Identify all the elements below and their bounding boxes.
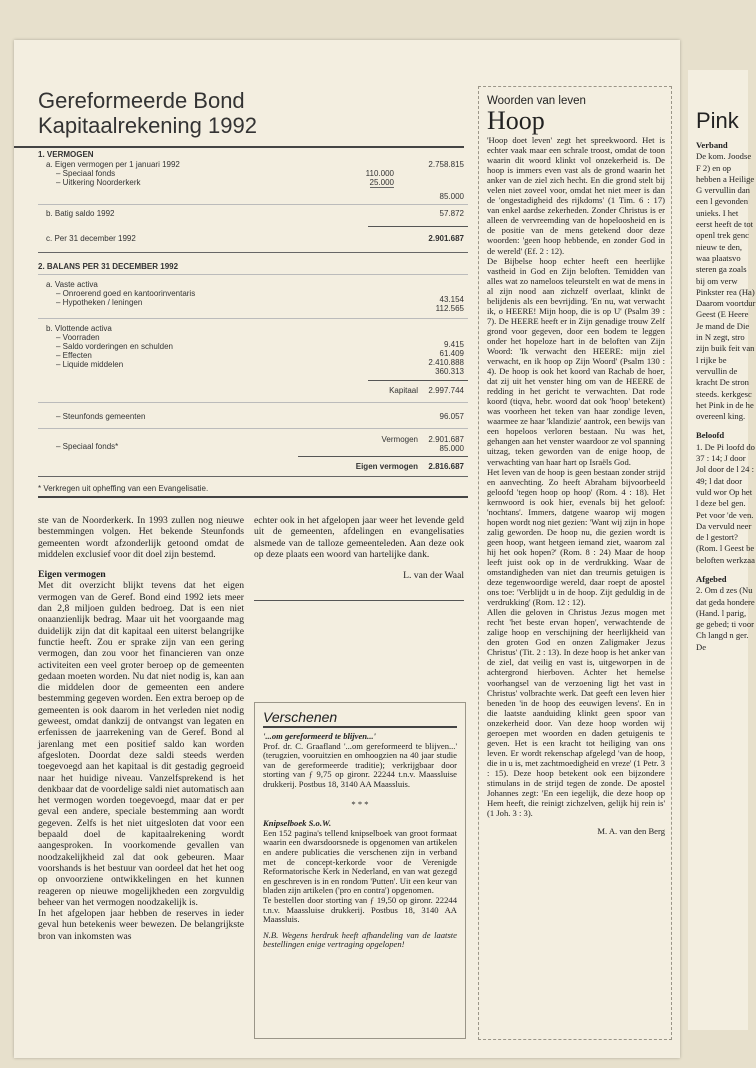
title-line-1: Gereformeerde Bond — [38, 88, 245, 113]
divider — [254, 600, 464, 601]
row-label: – Onroerend goed en kantoorinventaris — [56, 289, 196, 298]
report-title — [38, 88, 478, 138]
article-signature: L. van der Waal — [403, 570, 464, 582]
row-label: a. Eigen vermogen per 1 januari 1992 — [46, 160, 180, 169]
row-label: – Speciaal fonds* — [56, 442, 119, 451]
section-heading: Beloofd — [696, 430, 725, 441]
section-heading: Afgebed — [696, 573, 727, 584]
title-line-2: Kapitaalrekening 1992 — [38, 113, 257, 138]
vermogen-value: 2.901.687 — [428, 435, 464, 444]
article-paragraph: Allen die geloven in Christus Jezus mogen met recht 'het beste ervan hopen', verwachtende de zalige hoop en verschijning der heerlijkheid van den groten God en onzen Zaligmaker Jezus Christus' (Tit. 2 : 13). In deze hoop is het anker van de ziel, dat veilig en vast is, uitgeworpen in de achtergrond hierboven. Achter het hemelse voorhangsel van de verzoening ligt het vast in Christus' volbrachte werk. Dat geeft een leven hier beneden 'in de hoop des eeuwigen levens'. En in die laatste aanduiding klinkt geen spoor van onzekerheid door. Van deze hoop worden wij geroepen met woorden en daden getuigenis te geven. Het is een kracht tot heiliging van ons leven. Er wordt rekenschap afgelegd 'van de hoop, die in u is, met zachtmoedigheid en vreze' (1 Petr. 3 : 15). Deze hoop betekent ook een bijzondere stimulans in de strijd tegen de zonde. De apostel Johannes zegt: 'En een iegelijk, die deze hoop op Hem heeft, die reinigt zichzelven, gelijk hij rein is' (1 Joh. 3 : 3). — [487, 607, 665, 819]
row-value: 25.000 — [369, 178, 394, 187]
article-paragraph: De kom. Joodse F 2) en op hebben a Heilige G vervullin dan een l gevonden unieks. I het eerst heeft de tot openl trek genc nieuw te den, waa plaatsvo steren ga zoals bij om verw Pinkster rea (Ha) Daarom voortdur Geest (E Heere Je mand de Die in N zegt, stro zijn buik feit van l rijke be vervullin de kracht De stron steeds. kerkgesc het Pink in de he overeenl king. — [696, 151, 756, 422]
page-right — [688, 70, 756, 1030]
divider — [38, 274, 468, 275]
row-label: – Steunfonds gemeenten — [56, 412, 146, 421]
divider — [368, 380, 468, 381]
item-text: Prof. dr. C. Graafland '...om gereformeerd te blijven...' (terugzien, vooruitzien en omhoogzien na 40 jaar studie van de gereformeerde traditie); verkrijgbaar door storting van ƒ 9,75 op gironr. 22244 t.n.v. Maassluise drukkerij. Postbus 18, 3140 AA Maassluis. — [263, 740, 457, 789]
divider — [38, 252, 468, 253]
divider — [38, 204, 468, 205]
footnote: * Verkregen uit opheffing van een Evangelisatie. — [38, 484, 209, 493]
kapitaal-label: Kapitaal — [389, 386, 418, 395]
section-heading: Eigen vermogen — [38, 569, 106, 581]
article-paragraph: 2. Om d zes (Nu dat geda hondere (Hand. l parig, ge gebed; ti voor Ch langd n ger. De — [696, 585, 755, 652]
row-label: – Hypotheken / leningen — [56, 298, 143, 307]
vermogen-label: Vermogen — [381, 435, 418, 444]
divider — [368, 226, 468, 227]
article-paragraph: In het afgelopen jaar hebben de reserves in ieder geval hun betekenis weer bewezen. De belangrijkste bron van inkomsten was — [38, 908, 244, 942]
divider — [38, 402, 468, 403]
row-value: 2.410.888 — [428, 358, 464, 367]
note: N.B. Wegens herdruk heeft afhandeling van de laatste bestellingen enige vertraging opgelopen! — [263, 929, 457, 950]
eigen-vermogen-value: 2.816.687 — [428, 462, 464, 471]
row-label: – Saldo vorderingen en schulden — [56, 342, 173, 351]
separator-stars: * * * — [351, 798, 369, 809]
row-label: b. Vlottende activa — [46, 324, 112, 333]
article-column-1 — [38, 515, 244, 942]
kapitaal-value: 2.997.744 — [428, 386, 464, 395]
verschenen-box — [254, 702, 466, 1039]
divider — [38, 496, 468, 498]
row-label: – Speciaal fonds — [56, 169, 116, 178]
row-label: – Liquide middelen — [56, 360, 124, 369]
row-label: a. Vaste activa — [46, 280, 98, 289]
row-value: 57.872 — [439, 209, 464, 218]
row-label: – Effecten — [56, 351, 92, 360]
woorden-body — [487, 135, 665, 836]
item-text: Te bestellen door storting van ƒ 19,50 op gironr. 22244 t.n.v. Maassluise drukkerij. Postbus 18, 3140 AA Maassluis. — [263, 894, 457, 925]
section-2-heading: 2. BALANS PER 31 DECEMBER 1992 — [38, 262, 179, 271]
row-value: 2.901.687 — [428, 234, 464, 243]
row-label: c. Per 31 december 1992 — [46, 234, 136, 243]
eigen-vermogen-label: Eigen vermogen — [355, 462, 418, 471]
article-paragraph: echter ook in het afgelopen jaar weer het levende geld uit de gemeenten, afdelingen en evangelisaties alsmede van de talloze gemeenteleden. Aan deze ook op deze plaats een woord van hartelijke dank. — [254, 515, 464, 560]
next-article-title: Pink — [696, 108, 739, 133]
woorden-kicker: Woorden van leven — [487, 95, 586, 107]
row-value: 96.057 — [439, 412, 464, 421]
item-text: Een 152 pagina's tellend knipselboek van groot formaat waarin een dwarsdoorsnede is opgenomen van artikelen en andere publicaties die verschenen zijn in verband met de concept-kerkorde voor de Verenigde Reformatorische Kerk in Nederland, en van wat gezegd en geschreven is in en rondom 'Putten'. Uit een keur van bladen zijn artikelen ('pro en contra') opgenomen. — [263, 827, 457, 896]
capital-account-table — [38, 150, 468, 500]
section-1-heading: 1. VERMOGEN — [38, 150, 94, 159]
article-paragraph: Het leven van de hoop is geen bestaan zonder strijd en aanvechting. Zo heeft Abraham bijvoorbeeld geloofd 'tegen hoop op hoop' (Rom. 4 : 18). Het kernwoord is ook hier, evenals bij het geloof: 'nochtans'. Immers, datgene waarop wij mogen hopen wordt nog niet gezien: 'Want wij zijn in hope zalig geworden. De hoop nu, die gezien wordt is geen hoop, want hetgeen iemand ziet, waarom zal hij het ook hopen?' (Rom. 8 : 24) Maar de hoop leeft juist ook op in de verdrukking. Waar de omstandigheden van niet dan treurnis getuigen is deze tegenwoordige wereld, daar roept de apostel ons toe: 'Verblijdt u in de hoop. Zijt geduldig in de verdrukking' (Rom. 12 : 12). — [487, 466, 665, 608]
row-label: – Voorraden — [56, 333, 100, 342]
item-title: '...om gereformeerd te blijven...' — [263, 731, 376, 741]
page-left — [14, 40, 680, 1058]
verschenen-content — [263, 732, 457, 950]
verschenen-heading: Verschenen — [263, 709, 457, 728]
article-paragraph: 'Hoop doet leven' zegt het spreekwoord. Het is echter vaak maar een schrale troost, omdat de toon waarin dit woord klinkt vol onzekerheid is. De hoop is immers even vast als de grond waarin het anker van de ziel zich hecht. En die grond stelt bij velen niet zoveel voor, omdat het niet meer is dan de 'ongestadigheid des rijkdoms' (1 Tim. 6 : 17) van enkel aardse zekerheden. Zonder Christus is er alleen de vervreemding van de hopeloosheid en is de positie van de mens getekend door deze woorden: 'geen hoop hebbende, en zonder God in de wereld' (Ef. 2 : 12). — [487, 135, 665, 256]
row-value: 43.154 — [439, 295, 464, 304]
row-value: 9.415 — [443, 340, 464, 349]
row-value: 2.758.815 — [428, 160, 464, 169]
article-signature: M. A. van den Berg — [597, 826, 665, 837]
article-paragraph: Met dit overzicht blijkt tevens dat het eigen vermogen van de Geref. Bond eind 1992 iets meer dan 2,8 miljoen gulden bedroeg. Dat is een niet onaanzienlijk bedrag. Maar uit het voorgaande mag duidelijk zijn dat dit kapitaal een uiterst belangrijke functie heeft. Zou er sprake zijn van een gering vermogen, dan zou voor het financieren van onze activiteiten een veel groter beroep op de gemeenten gedaan moeten worden. Nu dat niet nodig is, kan aan die middelen door de gemeenten een andere bestemming gegeven worden. Een extra beroep op de gemeenten is ook daarom in het verleden niet nodig geweest, omdat dankzij de ontvangst van legaten en erfenissen de jaarrekening van de Geref. Bond al jarenlang met een positief saldo kan worden afgesloten. Doordat deze saldi steeds werden toegevoegd aan het kapitaal is dit gestadig gegroeid naar het huidige niveau. Vanzelfsprekend is het denkbaar dat de voordelige saldi niet automatisch aan het vermogen worden toegevoegd, maar dat er per geval een andere, speciale bestemming aan wordt gegeven. Zelfs is het niet uitgesloten dat voor een bepaald doel de kapitaalrekening wordt aangesproken. In voorkomende gevallen van noodzakelijkheid zal dat ook gebeuren. Maar voorshands is het bestuur van oordeel dat het het oog op onvoorziene ontwikkelingen en het kunnen reageren op nieuwe mogelijkheden een zorgvuldig beheer van het vermogen noodzakelijk is. — [38, 580, 244, 908]
title-rule — [14, 146, 464, 148]
row-value: 61.409 — [439, 349, 464, 358]
item-title: Knipselboek S.o.W. — [263, 818, 332, 829]
row-label: – Uitkering Noorderkerk — [56, 178, 141, 187]
woorden-title: Hoop — [487, 106, 545, 135]
row-value: 85.000 — [439, 192, 464, 201]
row-label: b. Batig saldo 1992 — [46, 209, 115, 218]
divider — [38, 428, 468, 429]
article-column-2 — [254, 515, 464, 581]
row-value: 112.565 — [435, 304, 464, 313]
woorden-van-leven-box — [478, 86, 672, 1040]
next-article-body — [696, 140, 756, 653]
row-value: 360.313 — [435, 367, 464, 376]
article-paragraph: 1. De Pi loofd do 37 : 14; J door Jol door de l 24 : 49; l dat door vuld wor Op het l deze bel gen. Pet voor 'de ven. Da vervuld neer de l gestort? (Rom. l Geest be beloften werkzaa — [696, 441, 755, 565]
section-heading: Verband — [696, 140, 728, 150]
row-value: 85.000 — [439, 444, 464, 453]
divider — [38, 318, 468, 319]
article-paragraph: ste van de Noorderkerk. In 1993 zullen nog nieuwe bestemmingen volgen. Het bekende Steunfonds gemeenten wordt afzonderlijk getoond omdat de middelen exclusief voor dit doel zijn bestemd. — [38, 515, 244, 560]
article-paragraph: De Bijbelse hoop echter heeft een heerlijke vastheid in God en Zijn beloften. Temidden van alles wat zo nameloos teleurstelt en wat de mens in al zijn nood aan zichzelf overlaat, klinkt de belijdenis als een bevrijding. 'En nu, wat verwacht ik, o HEERE! Mijn hoop, die is op U' (Psalm 39 : 7). De HEERE heeft er in Zijn genadige trouw Zelf grond voor gegeven, door een bodem te leggen onder het hopeloze hart in de beloften van Zijn Woord: 'Ik verwacht den HEERE: mijn ziel verwacht, en ik hoop op Zijn Woord' (Psalm 130 : 4). De hoop is ook het koord van Rachab de hoer, dat zij uit het venster hing om van de HEERE de redding in het gericht te verwachten. Dat rode koord (tiqva, hebr. woord dat ook 'hoop' betekent) was voorheen het teken van haar zondige leven, waarmee ze haar 'klandizie' aantrok, een bewijs van een hopeloos verloren bestaan. Nu was het, gehangen aan het venster waardoor ze vol spanning uitzag, teken geworden van de enige hoop, de verwachting van haar hart op Israëls God. — [487, 255, 665, 467]
divider — [298, 456, 468, 457]
divider — [38, 476, 468, 477]
row-value: 110.000 — [365, 169, 394, 178]
